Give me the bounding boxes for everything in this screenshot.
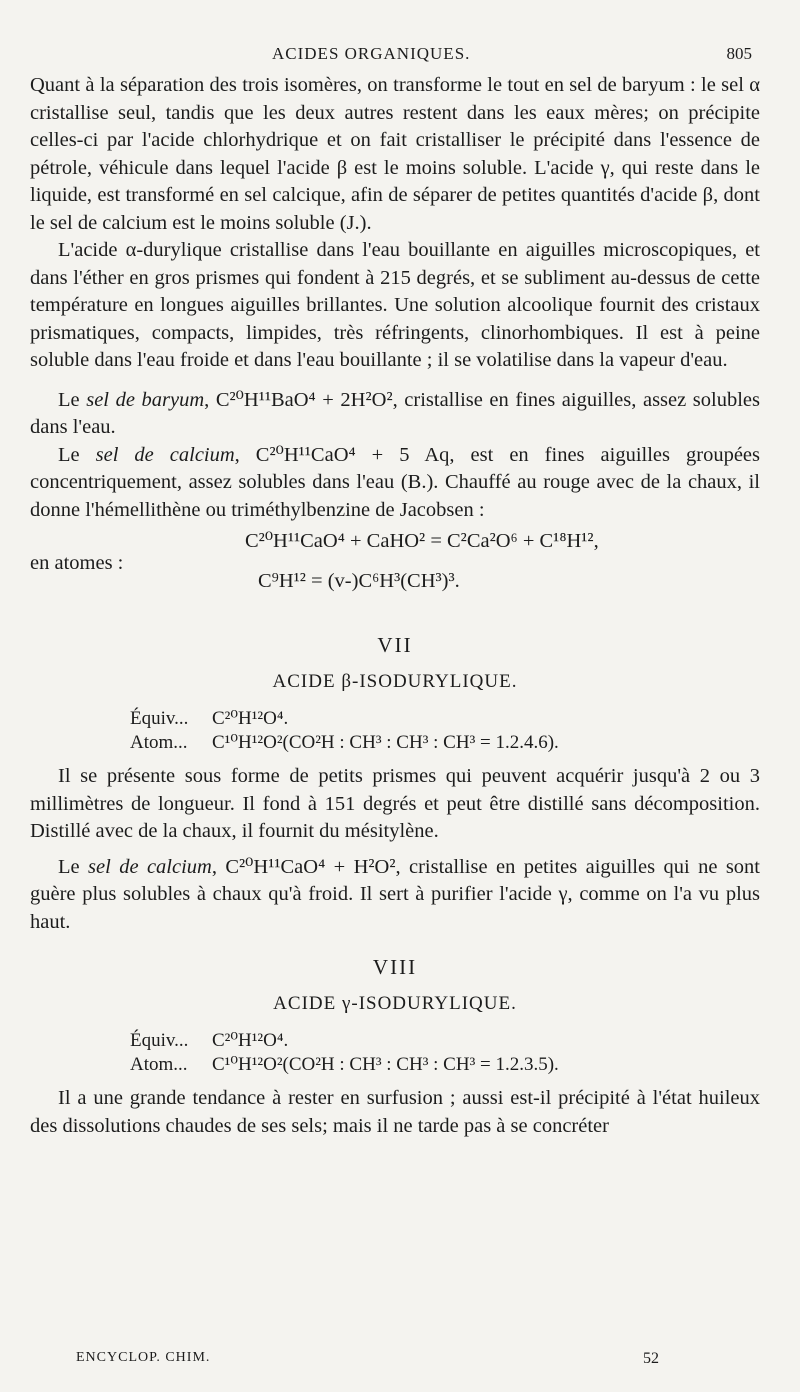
italic-term: sel de calcium — [95, 443, 235, 466]
section-numeral: VII — [377, 633, 413, 657]
paragraph: Il a une grande tendance à rester en surfusion ; aussi est-il précipité à l'état huileux des dissolutions chaudes de ses sels; mais il ne tarde pas à se concréter — [30, 1087, 760, 1137]
paragraph — [30, 854, 760, 937]
paragraph: Il se présente sous forme de petits prismes qui peuvent acquérir jusqu'à 2 ou 3 millimètres de longueur. Il fond à 151 degrés et peut être distillé sans décomposition. Distillé avec de la chaux, il fournit du mésitylène. — [30, 765, 760, 842]
page-header — [0, 44, 800, 68]
paragraph: Quant à la séparation des trois isomères, on transforme le tout en sel de baryum : le sel α cristallise seul, tandis que les deux autres restent dans les eaux mères; on précipite celles-ci par l'acide chlorhydrique et on fait cristalliser le précipité dans l'essence de pétrole, véhicule dans lequel l'acide β est le moins soluble. L'acide γ, qui reste dans le liquide, est transformé en sel calcique, afin de séparer de petites quantités d'acide β, dont le sel de calcium est le moins soluble (J.). — [30, 74, 760, 234]
text-run: , C²⁰H¹¹BaO⁴ + 2H²O², cristallise en fines aiguilles, assez solubles dans l'eau. — [30, 388, 760, 438]
section-title: ACIDE β-ISODURYLIQUE. — [272, 670, 518, 692]
text-run: Le — [58, 855, 89, 878]
equation: C⁹H¹² = (v-)C⁶H³(CH³)³. — [258, 570, 460, 592]
formula-label: Atom... — [130, 1054, 188, 1075]
formula-block — [130, 1029, 760, 1077]
italic-term: sel de calcium — [88, 855, 212, 878]
formula-label: Équiv... — [130, 708, 189, 729]
page-footer — [0, 1350, 800, 1372]
formula-label: Équiv... — [130, 1030, 189, 1051]
italic-term: sel de baryum — [86, 388, 205, 411]
formula-value: C²⁰H¹²O⁴. — [212, 1030, 289, 1051]
running-title: ACIDES ORGANIQUES. — [272, 44, 471, 63]
formula-block — [130, 707, 760, 755]
section-numeral: VIII — [372, 955, 418, 979]
signature-mark: 52 — [643, 1350, 659, 1367]
text-run: , C²⁰H¹¹CaO⁴ + H²O², cristallise en petites aiguilles qui ne sont guère plus solubles à chaux qu'à froid. Il sert à purifier l'acide γ, comme on l'a vu plus haut. — [30, 855, 760, 933]
page-number: 805 — [726, 44, 752, 63]
imprint: ENCYCLOP. CHIM. — [76, 1350, 211, 1365]
equation-label: en atomes : — [30, 552, 124, 574]
paragraph — [30, 442, 760, 525]
page-body — [30, 72, 760, 1140]
formula-value: C²⁰H¹²O⁴. — [212, 708, 289, 729]
formula-label: Atom... — [130, 732, 188, 753]
text-run: Le — [58, 388, 87, 411]
equation: C²⁰H¹¹CaO⁴ + CaHO² = C²Ca²O⁶ + C¹⁸H¹², — [245, 530, 599, 552]
equation-block — [30, 524, 760, 614]
section-title: ACIDE γ-ISODURYLIQUE. — [273, 992, 517, 1014]
formula-value: C¹⁰H¹²O²(CO²H : CH³ : CH³ : CH³ = 1.2.4.6). — [212, 732, 559, 753]
formula-value: C¹⁰H¹²O²(CO²H : CH³ : CH³ : CH³ = 1.2.3.5). — [212, 1054, 559, 1075]
text-run: , C²⁰H¹¹CaO⁴ + 5 Aq, est en fines aiguilles groupées concentriquement, assez solubles dans l'eau (B.). Chauffé au rouge avec de la chaux, il donne l'hémellithène ou triméthylbenzine de Jacobsen : — [30, 443, 761, 521]
paragraph: L'acide α-durylique cristallise dans l'eau bouillante en aiguilles microscopiques, et dans l'éther en gros prismes qui fondent à 215 degrés, et se subliment au-dessus de cette température en longues aiguilles brillantes. Une solution alcoolique fournit des cristaux prismatiques, compacts, limpides, très réfringents, clinorhombiques. Il est à peine soluble dans l'eau froide et dans l'eau bouillante ; il se volatilise dans la vapeur d'eau. — [30, 239, 760, 371]
paragraph — [30, 387, 760, 442]
text-run: Le — [58, 443, 96, 466]
